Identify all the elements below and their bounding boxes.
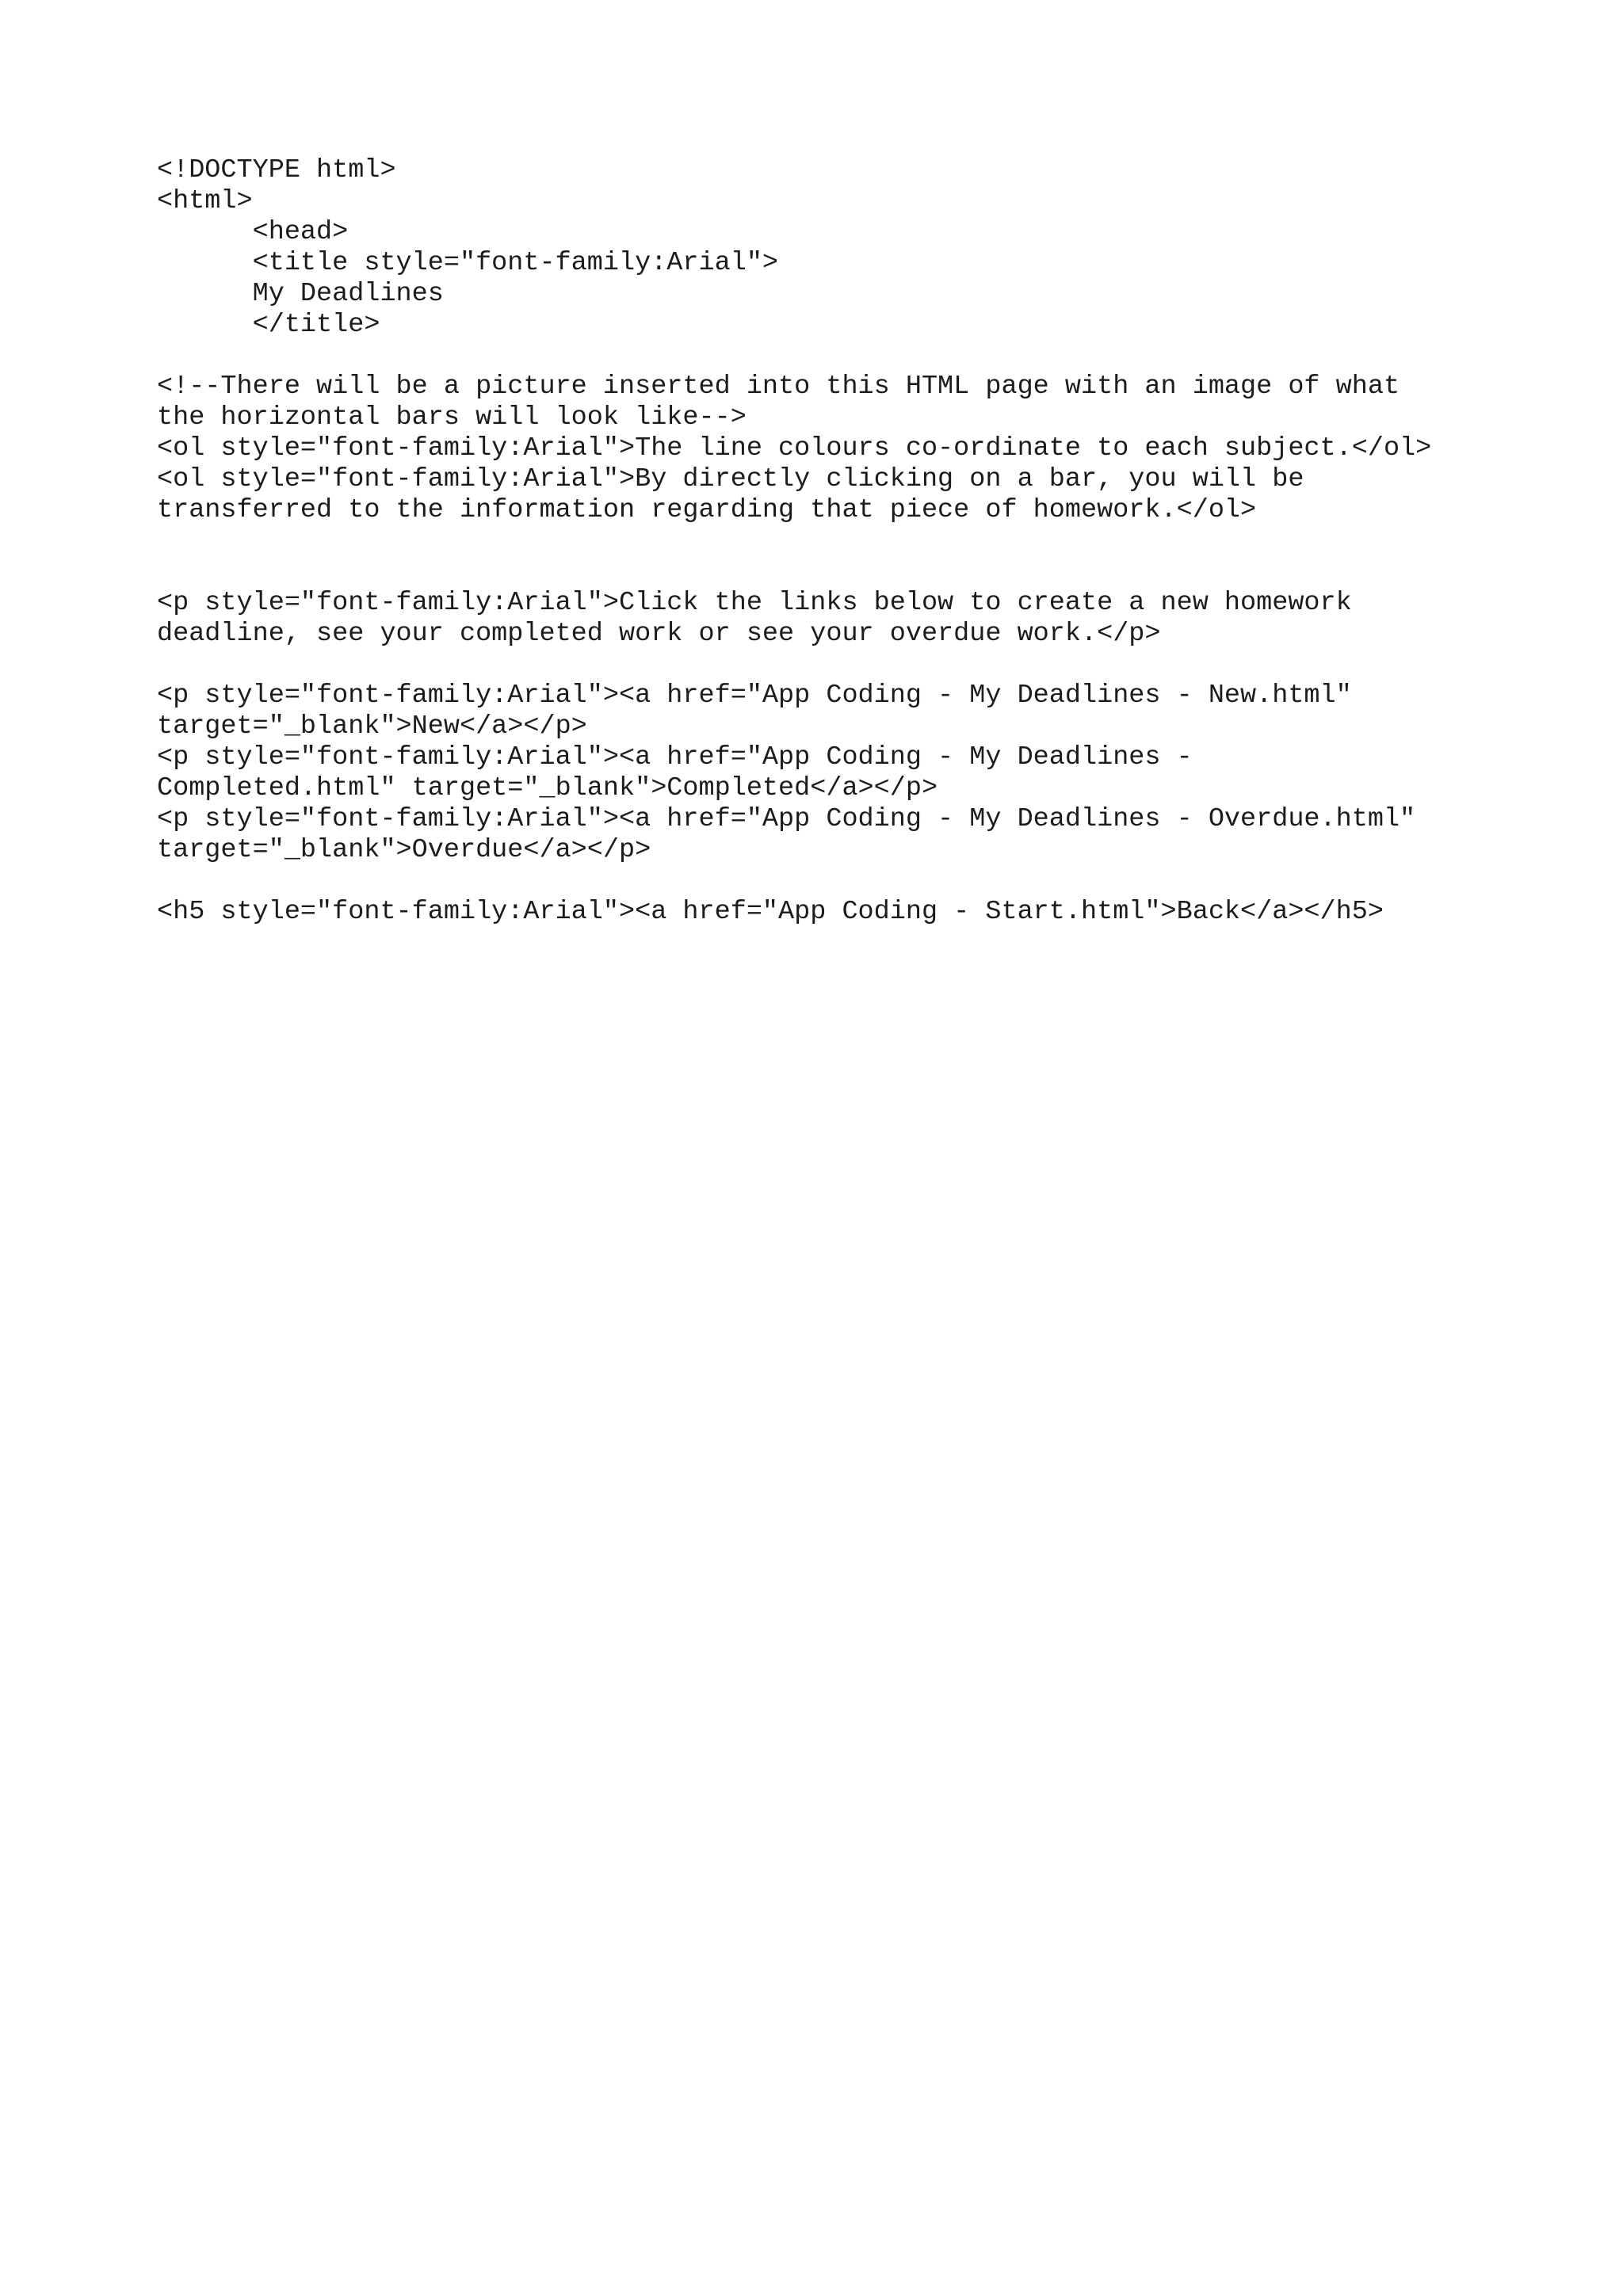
code-line-ol-2b: transferred to the information regarding that piece of homework.</ol> xyxy=(157,495,1257,525)
code-line-h5-back: <h5 style="font-family:Arial"><a href="App Coding - Start.html">Back</a></h5> xyxy=(157,897,1384,927)
code-line-blank xyxy=(157,866,1504,897)
code-line-comment-2: the horizontal bars will look like--> xyxy=(157,402,747,433)
code-line-p-overdue-1: <p style="font-family:Arial"><a href="App Coding - My Deadlines - Overdue.html" xyxy=(157,804,1416,834)
code-line-p-completed-1: <p style="font-family:Arial"><a href="App Coding - My Deadlines - xyxy=(157,742,1193,772)
code-line-p-completed-2: Completed.html" target="_blank">Completed</a></p> xyxy=(157,773,938,803)
code-line-blank xyxy=(157,650,1504,681)
code-line-blank xyxy=(157,557,1504,588)
code-line-title-open: <title style="font-family:Arial"> xyxy=(157,248,779,278)
code-line-title-text: My Deadlines xyxy=(157,279,444,309)
code-line-p-intro-2: deadline, see your completed work or see your overdue work.</p> xyxy=(157,619,1161,649)
code-line-p-intro-1: <p style="font-family:Arial">Click the links below to create a new homework xyxy=(157,588,1352,618)
code-line-ol-2a: <ol style="font-family:Arial">By directly clicking on a bar, you will be xyxy=(157,464,1304,494)
code-line-p-new-2: target="_blank">New</a></p> xyxy=(157,711,587,742)
code-line-blank xyxy=(157,341,1504,372)
code-listing xyxy=(157,155,1504,928)
code-line-blank xyxy=(157,526,1504,557)
code-line-p-new-1: <p style="font-family:Arial"><a href="App Coding - My Deadlines - New.html" xyxy=(157,681,1352,711)
code-line-doctype: <!DOCTYPE html> xyxy=(157,155,396,185)
code-line-html-open: <html> xyxy=(157,186,253,216)
code-line-p-overdue-2: target="_blank">Overdue</a></p> xyxy=(157,835,651,865)
code-line-comment-1: <!--There will be a picture inserted into this HTML page with an image of what xyxy=(157,372,1400,402)
code-line-ol-1: <ol style="font-family:Arial">The line colours co-ordinate to each subject.</ol> xyxy=(157,433,1432,463)
code-line-title-close: </title> xyxy=(157,310,380,340)
code-line-head-open: <head> xyxy=(157,217,349,247)
